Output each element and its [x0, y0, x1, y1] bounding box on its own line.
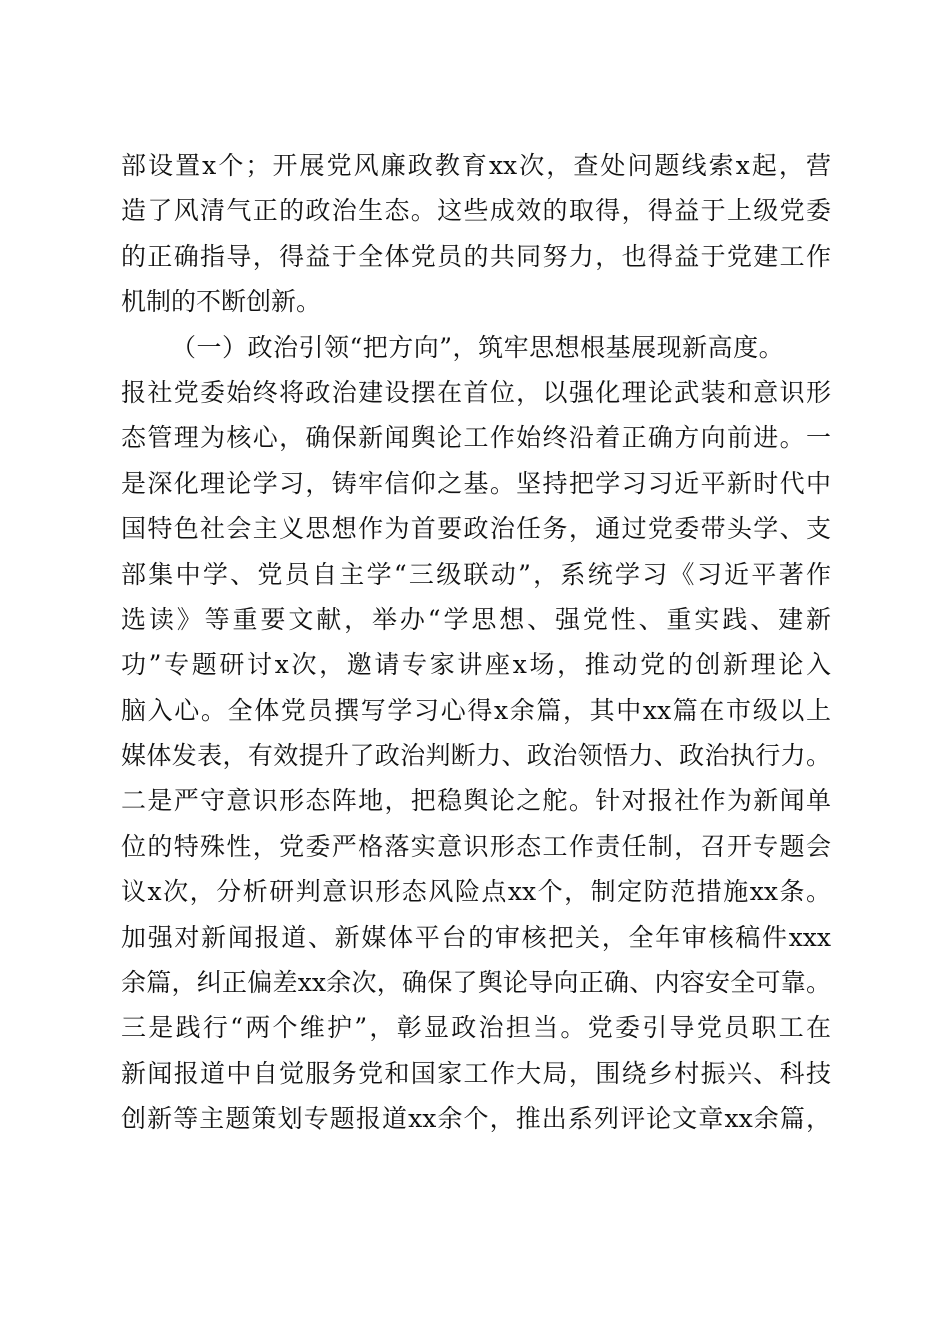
text-line-8: 是深化理论学习，铸牢信仰之基。坚持把学习习近平新时代中	[121, 468, 831, 498]
text-line-21: 新闻报道中自觉服务党和国家工作大局，围绕乡村振兴、科技	[121, 1058, 831, 1088]
text-line-17: 议x次，分析研判意识形态风险点xx个，制定防范措施xx条。	[121, 877, 831, 907]
text-line-6: 报社党委始终将政治建设摆在首位，以强化理论武装和意识形	[121, 377, 831, 407]
text-line-9: 国特色社会主义思想作为首要政治任务，通过党委带头学、支	[121, 514, 831, 544]
text-line-20: 三是践行“两个维护”，彰显政治担当。党委引导党员职工在	[121, 1013, 831, 1043]
text-line-7: 态管理为核心，确保新闻舆论工作始终沿着正确方向前进。一	[121, 423, 831, 453]
text-line-4: 机制的不断创新。	[121, 287, 322, 317]
text-line-14: 媒体发表，有效提升了政治判断力、政治领悟力、政治执行力。	[121, 741, 831, 771]
text-line-18: 加强对新闻报道、新媒体平台的审核把关，全年审核稿件xxx	[121, 922, 831, 952]
text-line-16: 位的特殊性，党委严格落实意识形态工作责任制，召开专题会	[121, 831, 831, 861]
text-line-2: 造了风清气正的政治生态。这些成效的取得，得益于上级党委	[121, 196, 831, 226]
text-line-11: 选读》等重要文献，举办“学思想、强党性、重实践、建新	[121, 604, 831, 634]
text-line-10: 部集中学、党员自主学“三级联动”，系统学习《习近平著作	[121, 559, 831, 589]
text-line-3: 的正确指导，得益于全体党员的共同努力，也得益于党建工作	[121, 241, 831, 271]
section-heading: （一）政治引领“把方向”，筑牢思想根基展现新高度。	[171, 332, 785, 362]
body-text	[121, 143, 831, 1142]
text-line-13: 脑入心。全体党员撰写学习心得x余篇，其中xx篇在市级以上	[121, 695, 831, 725]
text-line-1: 部设置x个；开展党风廉政教育xx次，查处问题线索x起，营	[121, 151, 831, 180]
text-line-12: 功”专题研讨x次，邀请专家讲座x场，推动党的创新理论入	[121, 650, 831, 680]
text-line-15: 二是严守意识形态阵地，把稳舆论之舵。针对报社作为新闻单	[121, 786, 831, 816]
text-line-22: 创新等主题策划专题报道xx余个，推出系列评论文章xx余篇，	[121, 1104, 831, 1134]
text-line-19: 余篇，纠正偏差xx余次，确保了舆论导向正确、内容安全可靠。	[121, 968, 831, 998]
